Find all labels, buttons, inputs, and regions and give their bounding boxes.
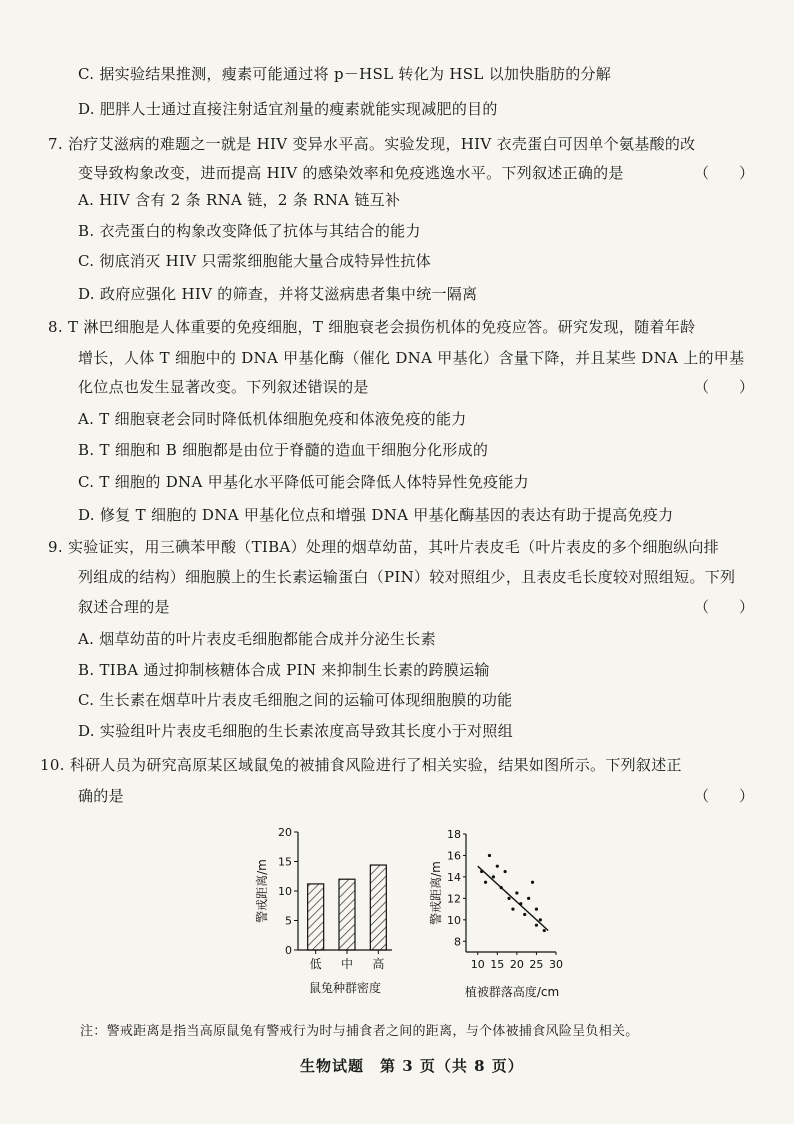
scatter-point xyxy=(539,918,542,921)
bar-y-axis-label: 警戒距离/m xyxy=(255,859,269,923)
q7-option-a: A. HIV 含有 2 条 RNA 链，2 条 RNA 链互补 xyxy=(78,191,401,209)
scatter-x-axis-label: 植被群落高度/cm xyxy=(464,985,560,999)
q9-answer-paren: （ ） xyxy=(694,598,755,616)
q10-answer-paren: （ ） xyxy=(694,787,755,805)
scatter-point xyxy=(543,929,546,932)
scatter-chart-vegetation-height xyxy=(428,828,563,999)
scatter-y-tick-label: 12 xyxy=(447,892,461,906)
page-footer: 生物试题 第 3 页（共 8 页） xyxy=(300,1057,524,1075)
q7-answer-paren: （ ） xyxy=(694,164,755,182)
q9-option-d: D. 实验组叶片表皮毛细胞的生长素浓度高导致其长度小于对照组 xyxy=(78,722,514,740)
q9-option-b: B. TIBA 通过抑制核糖体合成 PIN 来抑制生长素的跨膜运输 xyxy=(78,661,490,679)
scatter-x-tick-label: 15 xyxy=(490,958,505,971)
q9-option-c: C. 生长素在烟草叶片表皮毛细胞之间的运输可体现细胞膜的功能 xyxy=(78,691,513,709)
scatter-point xyxy=(535,924,538,927)
scatter-y-axis-label: 警戒距离/m xyxy=(429,861,443,925)
q8-stem-line-2: 增长，人体 T 细胞中的 DNA 甲基化酶（催化 DNA 甲基化）含量下降，并且某些 DNA 上的甲基 xyxy=(78,349,745,367)
scatter-point xyxy=(507,897,510,900)
q8-stem-line-1: 8. T 淋巴细胞是人体重要的免疫细胞，T 细胞衰老会损伤机体的免疫应答。研究发现，随着年龄 xyxy=(48,318,696,336)
bar-chart-population-density xyxy=(254,826,392,995)
bar-x-axis-label: 鼠兔种群密度 xyxy=(308,981,382,995)
figure-note: 注：警戒距离是指当高原鼠兔有警戒行为时与捕食者之间的距离，与个体被捕食风险呈负相关。 xyxy=(80,1024,639,1039)
q7-stem-line-1: 7. 治疗艾滋病的难题之一就是 HIV 变异水平高。实验发现，HIV 衣壳蛋白可因单个氨基酸的改 xyxy=(48,135,696,153)
bar-2 xyxy=(339,879,355,950)
scatter-point xyxy=(523,913,526,916)
q10-stem-line-1: 10. 科研人员为研究高原某区域鼠兔的被捕食风险进行了相关实验，结果如图所示。下列叙述正 xyxy=(40,756,682,774)
scatter-y-tick-label: 8 xyxy=(454,935,461,949)
q6-option-c: C. 据实验结果推测，瘦素可能通过将 p－HSL 转化为 HSL 以加快脂肪的分解 xyxy=(78,65,612,83)
scatter-point xyxy=(531,881,534,884)
bar-3 xyxy=(370,865,386,950)
scatter-trendline xyxy=(478,866,548,930)
q8-stem-line-3: 化位点也发生显著改变。下列叙述错误的是 xyxy=(78,378,369,396)
scatter-x-tick-label: 10 xyxy=(470,958,485,971)
q9-stem-line-3: 叙述合理的是 xyxy=(78,598,170,616)
scatter-point xyxy=(480,870,483,873)
scatter-point xyxy=(527,897,530,900)
scatter-point xyxy=(500,886,503,889)
scatter-point xyxy=(488,854,491,857)
q9-stem-line-2: 列组成的结构）细胞膜上的生长素运输蛋白（PIN）较对照组少，且表皮毛长度较对照组短。下列 xyxy=(78,568,736,586)
scatter-y-tick-label: 10 xyxy=(447,913,461,927)
q8-option-b: B. T 细胞和 B 细胞都是由位于脊髓的造血干细胞分化形成的 xyxy=(78,441,489,459)
scatter-x-tick-label: 25 xyxy=(529,958,544,971)
scatter-point xyxy=(504,870,507,873)
q6-option-d: D. 肥胖人士通过直接注射适宜剂量的瘦素就能实现减肥的目的 xyxy=(78,100,498,118)
scatter-point xyxy=(492,875,495,878)
q8-option-d: D. 修复 T 细胞的 DNA 甲基化位点和增强 DNA 甲基化酶基因的表达有助于提高免疫力 xyxy=(78,506,674,524)
scatter-point xyxy=(496,865,499,868)
q7-stem-line-2: 变导致构象改变，进而提高 HIV 的感染效率和免疫逃逸水平。下列叙述正确的是 xyxy=(78,164,624,182)
q7-option-c: C. 彻底消灭 HIV 只需浆细胞能大量合成特异性抗体 xyxy=(78,252,431,270)
q7-option-b: B. 衣壳蛋白的构象改变降低了抗体与其结合的能力 xyxy=(78,222,421,240)
q9-option-a: A. 烟草幼苗的叶片表皮毛细胞都能合成并分泌生长素 xyxy=(78,630,436,648)
scatter-point xyxy=(515,891,518,894)
bar-y-tick-label: 0 xyxy=(285,944,292,957)
scatter-point xyxy=(484,881,487,884)
bar-y-tick-label: 5 xyxy=(285,914,292,928)
bar-1 xyxy=(308,884,324,950)
bar-category-label: 高 xyxy=(372,957,385,971)
scatter-y-tick-label: 16 xyxy=(447,849,461,863)
bar-category-label: 低 xyxy=(309,957,322,971)
scatter-point xyxy=(519,902,522,905)
scatter-point xyxy=(535,907,538,910)
scatter-point xyxy=(511,907,514,910)
q8-option-a: A. T 细胞衰老会同时降低机体细胞免疫和体液免疫的能力 xyxy=(78,410,467,428)
scatter-y-tick-label: 18 xyxy=(447,828,461,841)
bar-y-tick-label: 20 xyxy=(278,826,292,839)
q9-stem-line-1: 9. 实验证实，用三碘苯甲酸（TIBA）处理的烟草幼苗，其叶片表皮毛（叶片表皮的多个细胞纵向排 xyxy=(48,538,719,556)
q10-figures xyxy=(0,812,794,1012)
bar-y-tick-label: 15 xyxy=(278,855,292,869)
scatter-y-tick-label: 14 xyxy=(447,870,461,884)
q8-option-c: C. T 细胞的 DNA 甲基化水平降低可能会降低人体特异性免疫能力 xyxy=(78,473,529,491)
bar-y-tick-label: 10 xyxy=(278,885,292,898)
q10-stem-line-2: 确的是 xyxy=(78,787,124,805)
scatter-x-tick-label: 30 xyxy=(549,958,563,971)
q7-option-d: D. 政府应强化 HIV 的筛查，并将艾滋病患者集中统一隔离 xyxy=(78,285,478,303)
q8-answer-paren: （ ） xyxy=(694,378,755,396)
scatter-x-tick-label: 20 xyxy=(509,958,524,971)
bar-category-label: 中 xyxy=(340,957,354,971)
